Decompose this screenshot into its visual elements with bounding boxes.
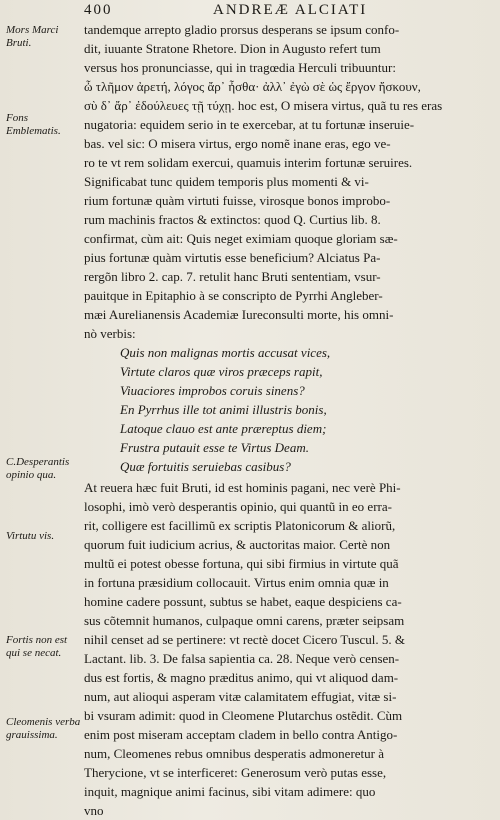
text-line: rit, colligere est facillimũ ex scriptis Platonicorum & aliorũ,	[84, 518, 396, 533]
text-line: vno	[84, 803, 104, 818]
text-line: versus hos pronunciasse, qui in tragœdia Herculi tribuuntur:	[84, 60, 396, 75]
margin-note: C.Desperantis opinio qua.	[6, 456, 70, 481]
text-line: At reuera hæc fuit Bruti, id est hominis pagani, nec verè Phi-	[84, 480, 401, 495]
verse-line: Quæ fortuitis seruiebas casibus?	[120, 459, 291, 474]
text-line: pauitque in Epitaphio à se conscripto de Pyrrhi Angleber-	[84, 288, 383, 303]
text-line: multũ ei potest obesse fortuna, qui sibi firmius in virtute quã	[84, 556, 399, 571]
text-line: num, aut alioqui asperam vitæ calamitatem effugiat, vitæ si-	[84, 689, 397, 704]
verse-line: Virtute claros quæ viros præceps rapit,	[120, 364, 323, 379]
verse-line: Quis non malignas mortis accusat vices,	[120, 345, 331, 360]
text-line: sus cõtemnit humanos, culpaque omni carens, præter seipsam	[84, 613, 405, 628]
text-line: dus est fortis, & magno præditus animo, qui vt aliquod dam-	[84, 670, 399, 685]
text-line: in fortuna præsidium collocauit. Virtus enim omnia quæ in	[84, 575, 389, 590]
text-line: σὺ δ᾽ ἄρ᾽ ἐδούλευες τῇ τύχῃ. hoc est, O misera virtus, quã tu res eras	[84, 98, 443, 113]
text-line: Lactant. lib. 3. De falsa sapientia ca. 28. Neque verò censen-	[84, 651, 400, 666]
text-line: rum machinis fractos & extinctos: quod Q. Curtius lib. 8.	[84, 212, 381, 227]
verse-block	[84, 343, 494, 476]
text-line: dit, iuuante Stratone Rhetore. Dion in Augusto refert tum	[84, 41, 381, 56]
text-line: enim post miseram acceptam cladem in bello contra Antigo-	[84, 727, 398, 742]
verse-line: En Pyrrhus ille tot animi illustris bonis,	[120, 402, 327, 417]
text-line: homine cadere possunt, subtus se habet, eaque despiciens ca-	[84, 594, 402, 609]
text-line: inquit, magnique animi facinus, sibi vitam adimere: quo	[84, 784, 376, 799]
paragraph-2	[84, 478, 494, 820]
text-line: pius fortunæ quàm virtutis esse beneficium? Alciatus Pa-	[84, 250, 381, 265]
page-number: 400	[84, 2, 113, 18]
text-line: nihil censet ad se pertinere: vt rectè docet Cicero Tuscul. 5. &	[84, 632, 405, 647]
text-line: num, Cleomenes rebus omnibus desperatis admoneretur à	[84, 746, 385, 761]
margin-note: Fons Emblematis.	[6, 112, 61, 137]
text-line: nugatoria: equidem serio in te exercebar, at tu fortunæ inseruie-	[84, 117, 415, 132]
text-line: nò verbis:	[84, 326, 136, 341]
text-line: tandemque arrepto gladio prorsus desperans se ipsum confo-	[84, 22, 400, 37]
text-line: Significabat tunc quidem temporis plus momenti & vi-	[84, 174, 369, 189]
text-line: confirmat, cùm ait: Quis neget eximiam quoque gloriam sæ-	[84, 231, 398, 246]
text-line: bi vsuram adimit: quod in Cleomene Plutarchus ostẽdit. Cùm	[84, 708, 403, 723]
text-line: Therycione, vt se interficeret: Generosum verò putas esse,	[84, 765, 387, 780]
verse-line: Viuaciores improbos coruis sinens?	[120, 383, 305, 398]
text-line: quorum fuit iudicium acrius, & auctoritas maior. Certè non	[84, 537, 391, 552]
paragraph-1	[84, 20, 494, 343]
text-line: mæi Aurelianensis Academiæ Iureconsulti morte, his omni-	[84, 307, 394, 322]
margin-note: Cleomenis verba grauissima.	[6, 716, 81, 741]
margin-note: Mors Marci Bruti.	[6, 24, 59, 49]
margin-note: Virtutu vis.	[6, 530, 55, 542]
text-line: bas. vel sic: O misera virtus, ergo nomẽ inane eras, ego ve-	[84, 136, 391, 151]
verse-line: Frustra putauit esse te Virtus Deam.	[120, 440, 309, 455]
running-head: ANDREÆ ALCIATI	[213, 2, 368, 18]
verse-line: Latoque clauo est ante præreptus diem;	[120, 421, 327, 436]
text-line: ὦ τλῆμον ἀρετή, λόγος ἄρ᾽ ἦσθα· ἀλλ᾽ ἐγὼ σὲ ὡς ἔργον ἤσκουν,	[84, 79, 421, 94]
body-text	[84, 20, 494, 820]
margin-notes	[0, 0, 82, 820]
text-line: rergõn libro 2. cap. 7. retulit hanc Bruti sententiam, vsur-	[84, 269, 381, 284]
text-line: ro te vt rem solidam exercui, quamuis interim fortunæ seruires.	[84, 155, 413, 170]
text-line: rium fortunæ quàm virtuti fuisse, virosque bonos improbo-	[84, 193, 391, 208]
text-line: losophi, imò verò desperantis opinio, qui quantũ in eo erra-	[84, 499, 392, 514]
margin-note: Fortis non est qui se necat.	[6, 634, 68, 659]
